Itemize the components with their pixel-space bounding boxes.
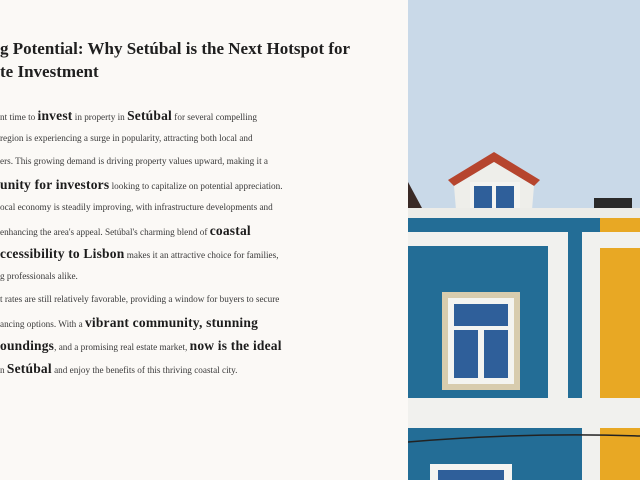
body-text: ancing options. With a (0, 319, 85, 329)
paragraph-line (0, 219, 408, 242)
keyword-text: coastal (209, 223, 251, 238)
paragraph-line (0, 288, 408, 311)
body-text: for several compelling (172, 112, 257, 122)
body-text: n (0, 365, 7, 375)
keyword-text: Setúbal (127, 108, 172, 123)
paragraph-line (0, 265, 408, 288)
body-text: in property in (72, 112, 128, 122)
body-text: ocal economy is steadily improving, with infrastructure developments and (0, 202, 273, 212)
body-text: region is experiencing a surge in popularity, attracting both local and (0, 133, 253, 143)
title-line: g Potential: Why Setúbal is the Next Hotspot for (0, 39, 351, 58)
body-text: g professionals alike. (0, 271, 78, 281)
paragraph-line (0, 173, 408, 196)
paragraph-line (0, 150, 408, 173)
keyword-text: vibrant community, stunning (84, 315, 259, 330)
paragraph-line (0, 104, 408, 127)
paragraph-line (0, 334, 408, 357)
keyword-text: Setúbal (6, 361, 52, 376)
body-text: makes it an attractive choice for families, (124, 250, 279, 260)
keyword-text: unity for investors (0, 177, 110, 192)
keyword-text: invest (37, 108, 73, 123)
body-text: , and a promising real estate market, (54, 342, 190, 352)
paragraph-line (0, 196, 408, 219)
paragraph-line (0, 242, 408, 265)
article-body (0, 104, 408, 380)
body-text: ers. This growing demand is driving property values upward, making it a (0, 156, 269, 166)
body-text: nt time to (0, 112, 38, 122)
paragraph-line (0, 127, 408, 150)
title-line: te Investment (0, 62, 99, 81)
building-photo (408, 0, 640, 480)
keyword-text: now is the ideal (189, 338, 282, 353)
body-text: looking to capitalize on potential appreciation. (109, 181, 283, 191)
body-text: enhancing the area's appeal. Setúbal's charming blend of (0, 227, 210, 237)
body-text: and enjoy the benefits of this thriving coastal city. (51, 365, 238, 375)
keyword-text: ccessibility to Lisbon (0, 246, 125, 261)
body-text: t rates are still relatively favorable, providing a window for buyers to secure (0, 294, 280, 304)
paragraph-line (0, 357, 408, 380)
article-title (0, 37, 408, 83)
paragraph-line (0, 311, 408, 334)
keyword-text: oundings (0, 338, 55, 353)
